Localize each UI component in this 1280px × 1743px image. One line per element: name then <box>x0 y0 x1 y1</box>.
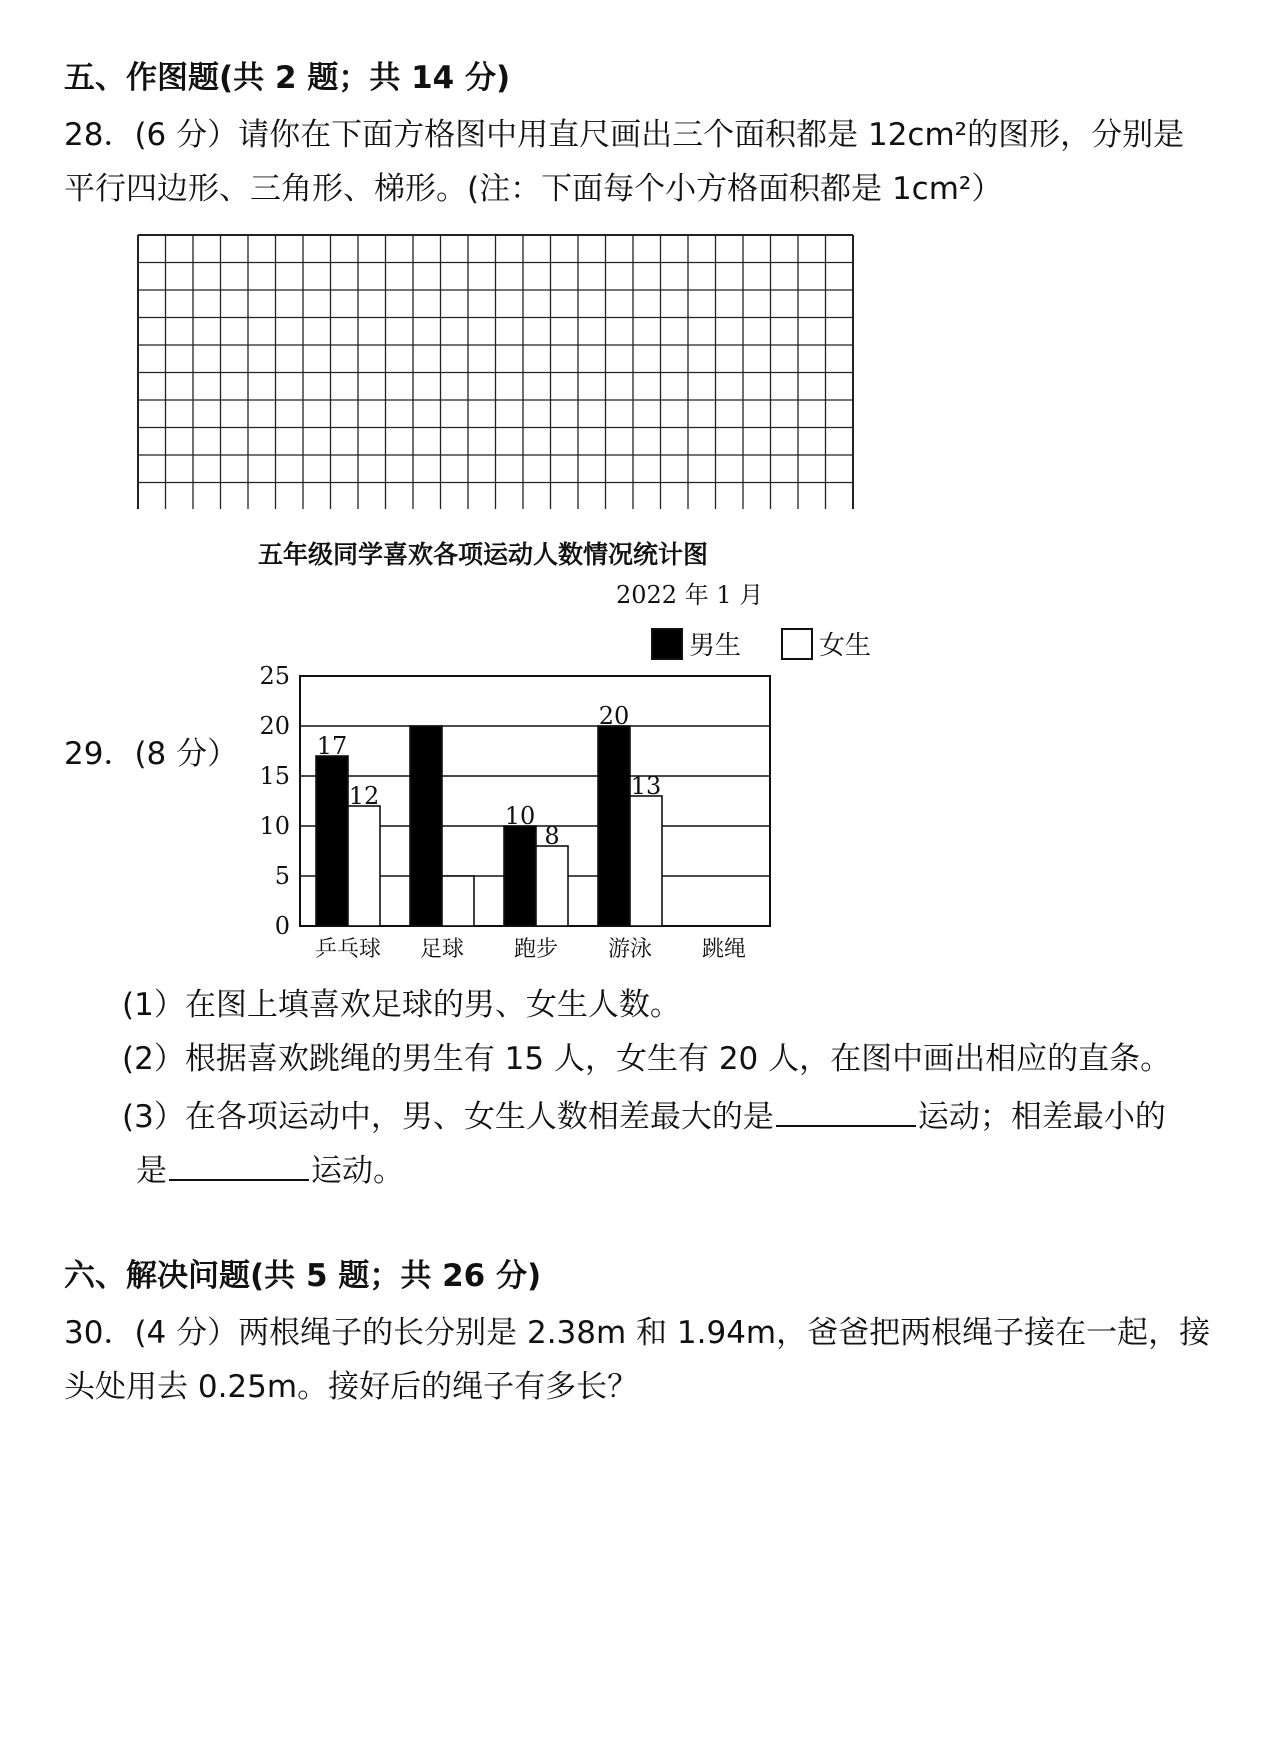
legend-swatch-boys <box>651 628 683 660</box>
question-29-label: 29．(8 分） <box>64 736 239 772</box>
question-29-part-3-cont <box>136 1147 404 1191</box>
x-tick-label: 游泳 <box>607 937 653 962</box>
part-3-text-c: 是 <box>136 1153 167 1189</box>
chart-title: 五年级同学喜欢各项运动人数情况统计图 <box>258 540 709 569</box>
y-tick-label: 5 <box>274 862 290 890</box>
y-tick-label: 25 <box>259 662 290 690</box>
legend-girls <box>781 625 871 662</box>
data-label: 20 <box>598 702 630 730</box>
answer-blank-largest[interactable] <box>776 1093 916 1127</box>
legend-boys <box>651 625 741 662</box>
part-3-text-d: 运动。 <box>311 1153 404 1189</box>
x-tick-label: 足球 <box>419 937 465 962</box>
x-tick-label: 跑步 <box>513 937 559 962</box>
bar-boys <box>598 726 630 926</box>
legend-label-boys: 男生 <box>689 631 742 661</box>
chart-subtitle: 2022 年 1 月 <box>616 581 764 609</box>
section-five-heading: 五、作图题(共 2 题；共 14 分) <box>64 60 511 96</box>
section-six-heading: 六、解决问题(共 5 题；共 26 分) <box>64 1258 542 1294</box>
x-tick-label: 跳绳 <box>701 937 747 962</box>
data-label: 13 <box>630 772 662 800</box>
legend-swatch-girls <box>781 628 813 660</box>
y-tick-label: 10 <box>259 812 290 840</box>
data-label: 17 <box>316 732 348 760</box>
bar-boys <box>316 756 348 926</box>
legend-label-girls: 女生 <box>819 631 872 661</box>
bar-boys <box>410 726 442 926</box>
bar-girls <box>442 876 474 926</box>
question-29-part-3 <box>122 1093 1166 1137</box>
bar-chart <box>240 660 800 970</box>
question-28-line-2: 平行四边形、三角形、梯形。(注：下面每个小方格面积都是 1cm²） <box>64 171 1003 207</box>
bar-girls <box>348 806 380 926</box>
question-29-part-1: (1）在图上填喜欢足球的男、女生人数。 <box>122 987 681 1023</box>
question-28-line-1: 28．(6 分）请你在下面方格图中用直尺画出三个面积都是 12cm²的图形，分别是 <box>64 117 1185 153</box>
y-tick-label: 15 <box>259 762 290 790</box>
bar-girls <box>536 846 568 926</box>
data-label: 12 <box>348 782 380 810</box>
data-label: 8 <box>544 822 560 850</box>
question-29-part-2: (2）根据喜欢跳绳的男生有 15 人，女生有 20 人，在图中画出相应的直条。 <box>122 1041 1172 1077</box>
bar-girls <box>630 796 662 926</box>
question-30-line-2: 头处用去 0.25m。接好后的绳子有多长？ <box>64 1369 639 1405</box>
question-30-line-1: 30．(4 分）两根绳子的长分别是 2.38m 和 1.94m，爸爸把两根绳子接在一起，接 <box>64 1315 1211 1351</box>
square-grid <box>136 233 860 509</box>
y-tick-label: 0 <box>274 912 290 940</box>
part-3-text-b: 运动；相差最小的 <box>917 1099 1166 1135</box>
answer-blank-smallest[interactable] <box>169 1147 309 1181</box>
data-label: 10 <box>504 802 536 830</box>
bar-boys <box>504 826 536 926</box>
y-tick-label: 20 <box>259 712 290 740</box>
part-3-text-a: (3）在各项运动中，男、女生人数相差最大的是 <box>122 1099 774 1135</box>
x-tick-label: 乒乓球 <box>314 937 382 962</box>
